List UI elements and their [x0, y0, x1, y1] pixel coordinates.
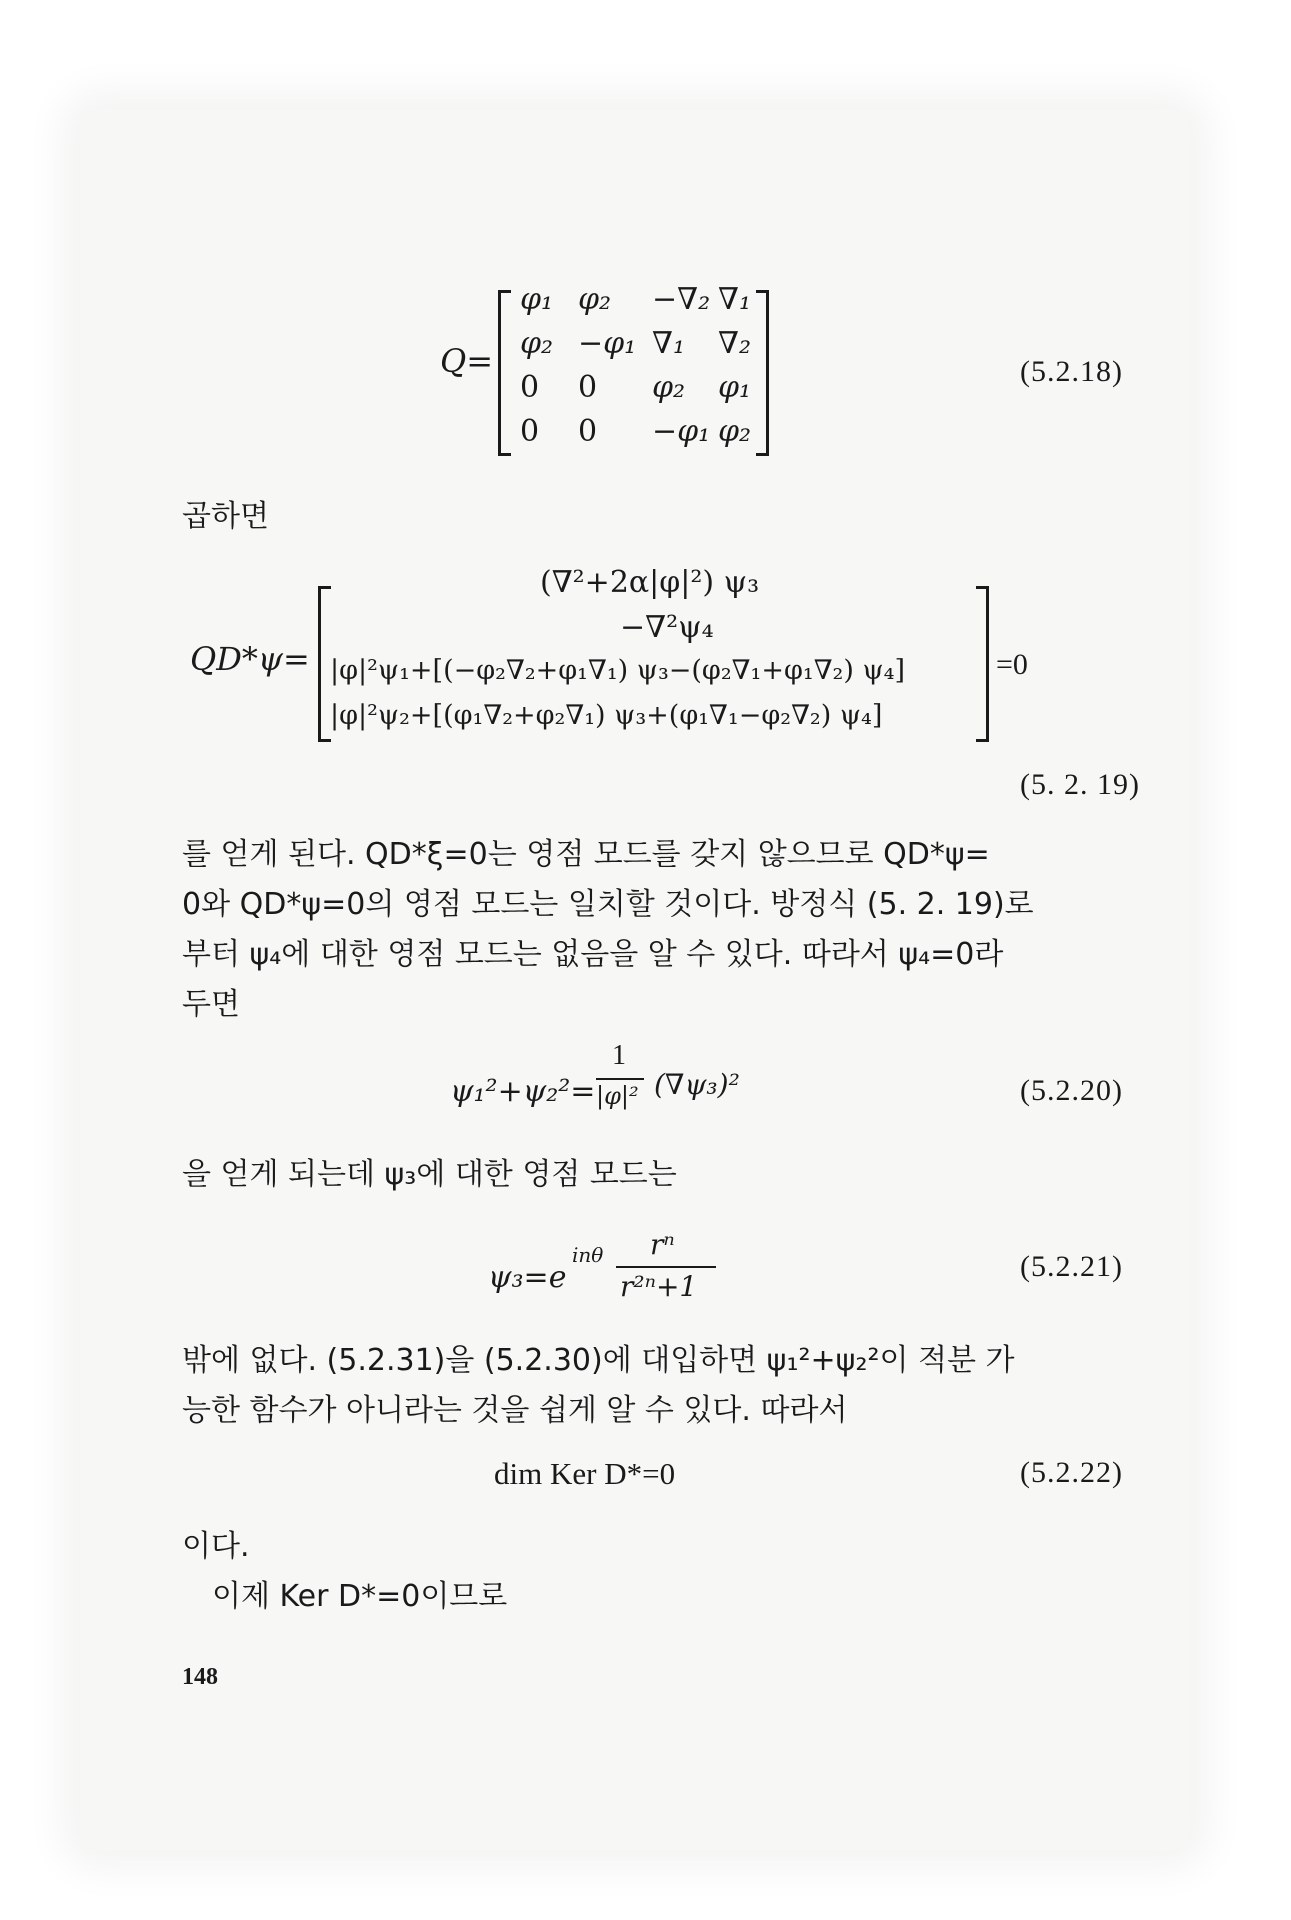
matrix-cell: φ₁ [520, 282, 554, 317]
eq19-lhs: QD*ψ= [190, 640, 310, 678]
matrix-cell: φ₂ [652, 370, 686, 405]
eq19-right-bracket [976, 586, 989, 742]
paragraph-1-line-1: 를 얻게 된다. QD*ξ=0는 영점 모드를 갖지 않으므로 QD*ψ= [182, 837, 990, 872]
eq19-row-3: |φ|²ψ₁+[(−φ₂∇₂+φ₁∇₁) ψ₃−(φ₂∇₁+φ₁∇₂) ψ₄] [330, 655, 906, 686]
paragraph-1-line-4: 두면 [182, 987, 240, 1022]
paragraph-multiply: 곱하면 [182, 499, 269, 534]
matrix-cell: ∇₁ [718, 282, 751, 317]
eq21-numerator: rⁿ [650, 1228, 675, 1261]
eq21-denominator: r²ⁿ+1 [620, 1270, 698, 1303]
eq21-fraction-bar [616, 1266, 716, 1268]
paragraph-1-line-3: 부터 ψ₄에 대한 영점 모드는 없음을 알 수 있다. 따라서 ψ₄=0라 [182, 937, 1004, 972]
page-number: 148 [182, 1664, 218, 1690]
equation-number: (5.2.18) [1020, 355, 1123, 388]
eq20-number: (5.2.20) [1020, 1074, 1123, 1107]
eq21-lhs: ψ₃=e [488, 1260, 567, 1295]
matrix-cell: 0 [578, 370, 598, 405]
matrix-cell: φ₂ [578, 282, 612, 317]
eq21-number: (5.2.21) [1020, 1250, 1123, 1283]
matrix-cell: φ₂ [520, 326, 554, 361]
matrix-cell: ∇₂ [718, 326, 751, 361]
paragraph-3-line-1: 밖에 없다. (5.2.31)을 (5.2.30)에 대입하면 ψ₁²+ψ₂²이 적분 가 [182, 1343, 1015, 1378]
paragraph-2: 을 얻게 되는데 ψ₃에 대한 영점 모드는 [182, 1157, 677, 1192]
matrix-cell: φ₁ [718, 370, 752, 405]
matrix-cell: 0 [520, 370, 540, 405]
eq20-rhs: (∇ψ₃)² [654, 1068, 740, 1101]
matrix-cell: −∇₂ [652, 282, 711, 317]
matrix-cell: ∇₁ [652, 326, 685, 361]
paragraph-4: 이다. [182, 1529, 250, 1564]
matrix-cell: −φ₁ [578, 326, 637, 361]
eq19-rhs: =0 [996, 648, 1028, 681]
paragraph-5: 이제 Ker D*=0이므로 [212, 1579, 508, 1614]
matrix-lhs: Q= [440, 342, 494, 380]
matrix-cell: −φ₁ [652, 414, 711, 449]
right-bracket [756, 290, 769, 456]
paragraph-1-line-2: 0와 QD*ψ=0의 영점 모드는 일치할 것이다. 방정식 (5. 2. 19)로 [182, 887, 1034, 922]
eq20-lhs: ψ₁²+ψ₂²= [450, 1074, 596, 1109]
eq19-row-2: −∇²ψ₄ [620, 610, 714, 645]
left-bracket [498, 290, 511, 456]
matrix-cell: 0 [578, 414, 598, 449]
matrix-cell: φ₂ [718, 414, 752, 449]
eq22-text: dim Ker D*=0 [494, 1456, 676, 1491]
eq22-number: (5.2.22) [1020, 1456, 1123, 1489]
matrix-cell: 0 [520, 414, 540, 449]
eq19-row-1: (∇²+2α|φ|²) ψ₃ [540, 565, 760, 600]
eq21-exponent: inθ [572, 1243, 604, 1267]
eq20-denominator: |φ|² [596, 1082, 639, 1110]
eq20-fraction-bar [596, 1078, 644, 1080]
eq19-row-4: |φ|²ψ₂+[(φ₁∇₂+φ₂∇₁) ψ₃+(φ₁∇₁−φ₂∇₂) ψ₄] [330, 700, 883, 731]
paragraph-3-line-2: 능한 함수가 아니라는 것을 쉽게 알 수 있다. 따라서 [182, 1393, 848, 1428]
eq20-numerator: 1 [612, 1040, 626, 1071]
eq19-number: (5. 2. 19) [1020, 768, 1140, 801]
